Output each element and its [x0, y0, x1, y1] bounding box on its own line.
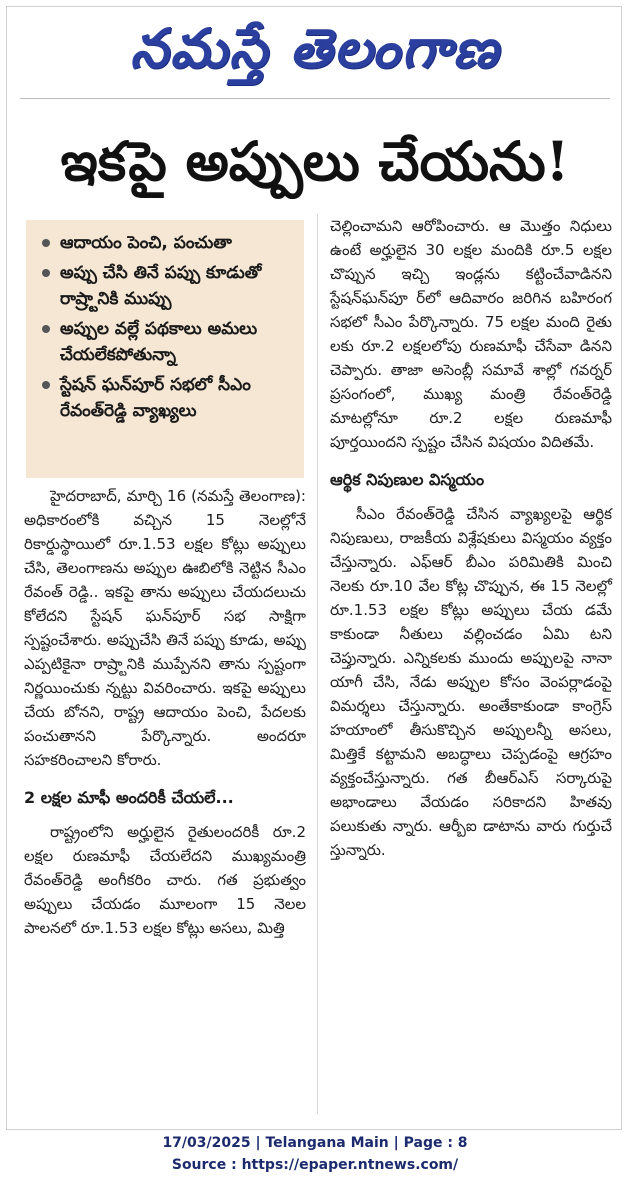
summary-list	[38, 230, 294, 424]
footer	[0, 1132, 630, 1176]
masthead-divider	[20, 98, 610, 99]
headline: ఇకపై అప్పులు చేయను!	[60, 129, 570, 193]
bullet-icon	[42, 269, 50, 277]
bullet-icon	[42, 381, 50, 389]
summary-item: ఆదాయం పెంచి, పంచుతా	[38, 230, 294, 256]
masthead-logo: నమస్తే తెలంగాణ	[130, 16, 500, 80]
bullet-icon	[42, 325, 50, 333]
summary-item: అప్పుల వల్లే పథకాలు అమలు చేయలేకపోతున్నా	[38, 316, 294, 368]
column-divider	[317, 214, 318, 1114]
masthead	[0, 8, 630, 88]
subheading: 2 లక్షల మాఫీ అందరికీ చేయలే...	[24, 788, 234, 807]
article-paragraph: సీఎం రేవంత్‌రెడ్డి చేసిన వ్యాఖ్యలపై ఆర్థిక నిపుణులు, రాజకీయ విశ్లేషకులు విస్మయం వ్యక్తం చేస్తున్నారు. ఎఫ్‌ఆర్ బీఎం పరిమితికి మించి నెలకు రూ.10 వేల కోట్ల చొప్పున, ఈ 15 నెలల్లో రూ.1.53 లక్షల కోట్లు అప్పులు చేయ డమే కాకుండా నీతులు వల్లించడం ఏమి టని చెప్తున్నారు. ఎన్నికలకు ముందు అప్పులపై నానా యాగీ చేసి, నేడు అప్పుల కోసం వెంపర్లాడంపై విమర్శలు చేస్తున్నారు. అంతేకాకుండా కాంగ్రెస్ హయాంలో తీసుకొచ్చిన అప్పులన్నీ అసలు, మిత్తికే కట్టామని అబద్ధాలు చెప్పడంపై ఆగ్రహం వ్యక్తంచేస్తున్నారు. గత బీఆర్‌ఎస్ సర్కారుపై అభాండాలు వేయడం సరికాదని హితవు పలుకుతు న్నారు. ఆర్బీఐ డాటాను వారు గుర్తుచే స్తున్నారు.	[330, 505, 612, 859]
bullet-icon	[42, 239, 50, 247]
summary-item: స్టేషన్ ఘన్‌పూర్ సభలో సీఎం రేవంత్‌రెడ్డి వ్యాఖ్యలు	[38, 372, 294, 424]
subheading: ఆర్థిక నిపుణుల విస్మయం	[330, 470, 485, 489]
article-paragraph: హైదరాబాద్, మార్చి 16 (నమస్తే తెలంగాణ): అధికారంలోకి వచ్చిన 15 నెలల్లోనే రికార్డుస్థాయిలో రూ.1.53 లక్షల కోట్లు అప్పులు చేసి, తెలంగాణను అప్పుల ఊబిలోకి నెట్టిన సీఎం రేవంత్ రెడ్డి.. ఇకపై తాను అప్పులు చేయదలుచు కోలేదని స్టేషన్ ఘన్‌పూర్ సభ సాక్షిగా స్పష్టంచేశారు. అప్పుచేసి తినే పప్పు కూడు, అప్పు ఎప్పటికైనా రాష్ర్టానికి ముప్పేనని తాను స్పష్టంగా నిర్ణయించుకు న్నట్టు వివరించారు. ఇకపై అప్పులు చేయ బోనని, రాష్ట్ర ఆదాయం పెంచి, పేదలకు పంచుతానని పేర్కొన్నారు. అందరూ సహకరించాలని కోరారు.	[24, 487, 306, 769]
article-paragraph: చెల్లించామని ఆరోపించారు. ఆ మొత్తం నిధులు ఉంటే అర్హులైన 30 లక్షల మందికి రూ.5 లక్షల చొప్పున ఇచ్చి ఇండ్లను కట్టించేవాడినని స్టేషన్‌ఘన్‌పూ ర్‌లో ఆదివారం జరిగిన బహిరంగ సభలో సీఎం పేర్కొన్నారు. 75 లక్షల మంది రైతు లకు రూ.2 లక్షలలోపు రుణమాఫీ చేసేవా డినని చెప్పారు. తాజా అసెంబ్లీ సమావే శాల్లో గవర్నర్ ప్రసంగంలో, ముఖ్య మంత్రి రేవంత్‌రెడ్డి మాటల్లోనూ రూ.2 లక్షల రుణమాఫీ పూర్తయిందని స్పష్టం చేసిన విషయం విదితమే.	[330, 217, 612, 451]
left-column	[24, 484, 306, 942]
summary-box	[26, 220, 304, 478]
summary-item: అప్పు చేసి తినే పప్పు కూడుతో రాష్ర్టానికి ముప్పు	[38, 260, 294, 312]
article-paragraph: రాష్ట్రంలోని అర్హులైన రైతులందరికీ రూ.2 లక్షల రుణమాఫీ చేయలేదని ముఖ్యమంత్రి రేవంత్‌రెడ్డి అంగీకరిం చారు. గత ప్రభుత్వం అప్పులు చేయడం మూలంగా 15 నెలల పాలనలో రూ.1.53 లక్షల కోట్లు అసలు, మిత్తి	[24, 823, 306, 937]
right-column	[330, 214, 612, 864]
footer-source-line: Source : https://epaper.ntnews.com/	[171, 1157, 459, 1173]
footer-date-line: 17/03/2025 | Telangana Main | Page : 8	[162, 1135, 468, 1151]
